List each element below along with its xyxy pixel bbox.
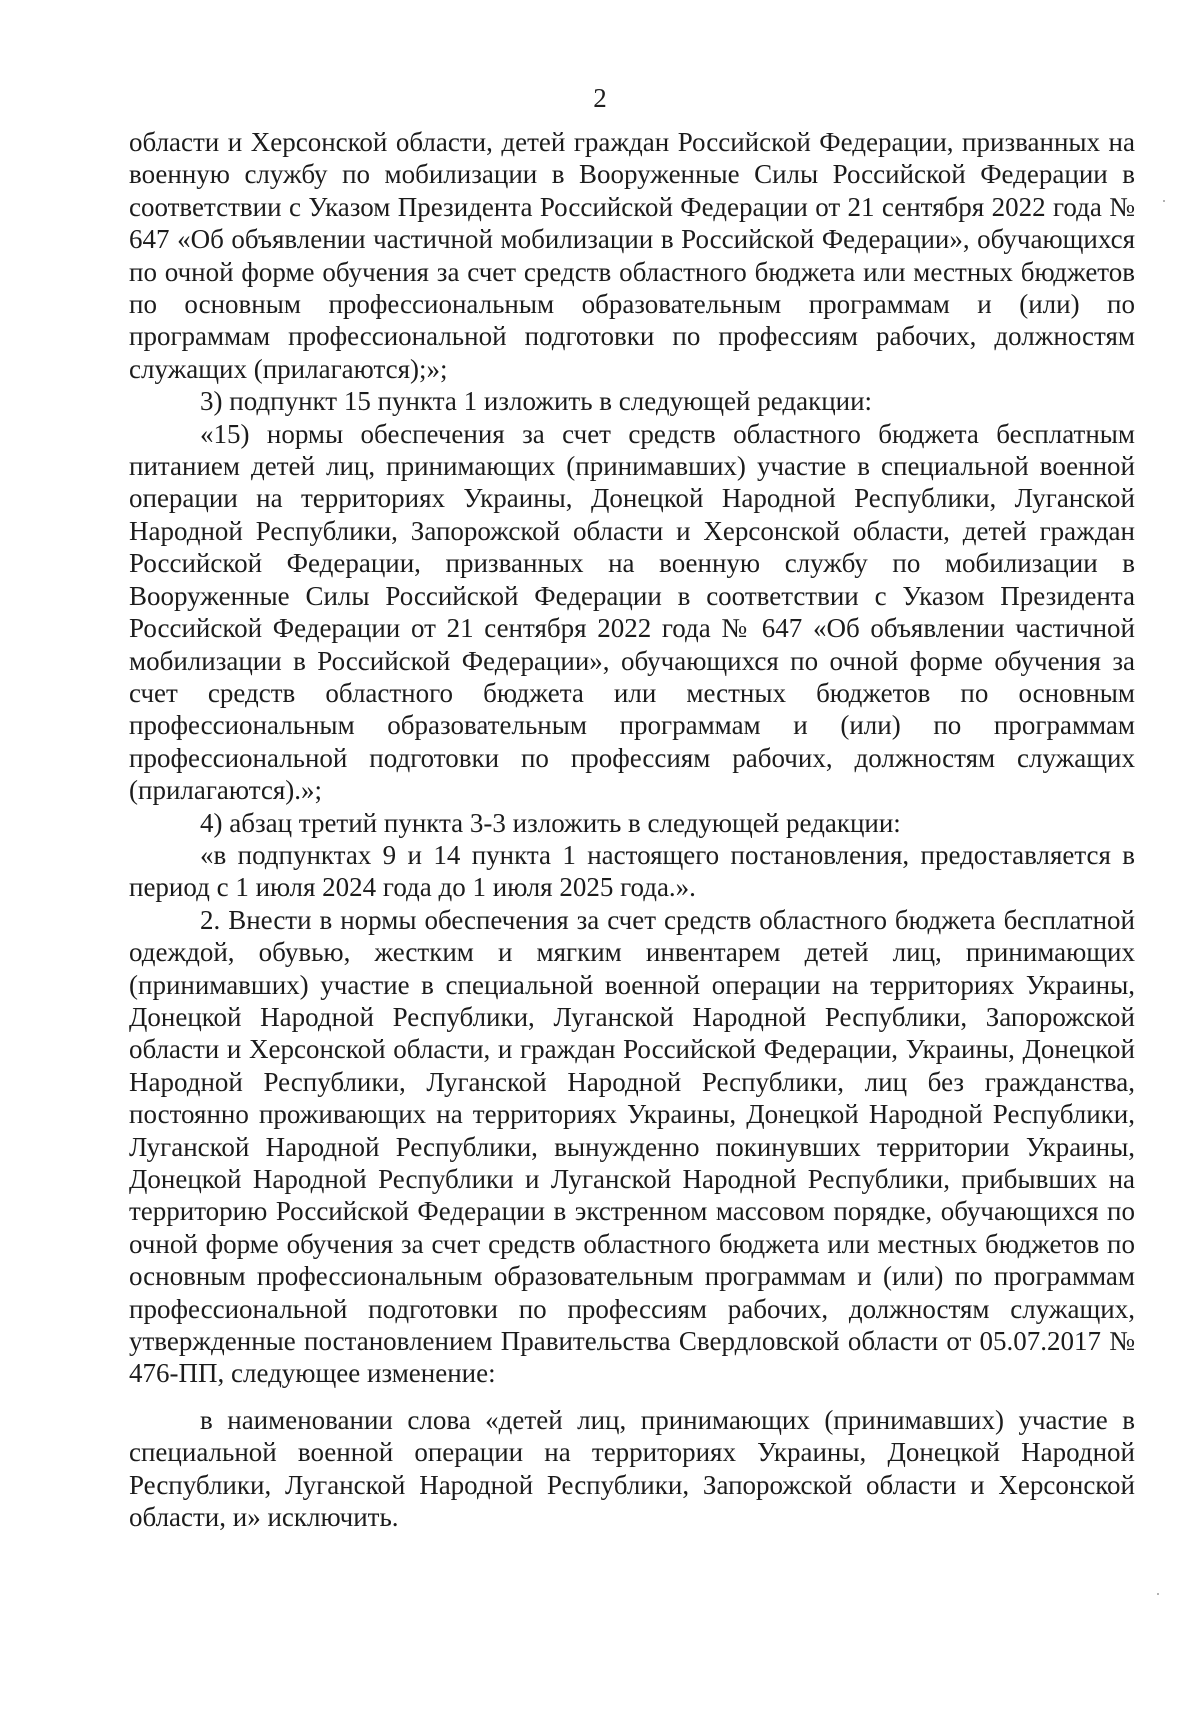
scan-speck xyxy=(1157,1593,1159,1595)
paragraph-section-2: 2. Внести в нормы обеспечения за счет средств областного бюджета бесплатной одеждой, обувью, жестким и мягким инвентарем детей лиц, принимающих (принимавших) участие в специальной военной операции на территориях Украины, Донецкой Народной Республики, Луганской Народной Республики, Запорожской области и Херсонской области, и граждан Российской Федерации, Украины, Донецкой Народной Республики, Луганской Народной Республики, лиц без гражданства, постоянно проживающих на территориях Украины, Донецкой Народной Республики, Луганской Народной Республики, вынужденно покинувших территории Украины, Донецкой Народной Республики и Луганской Народной Республики, прибывших на территорию Российской Федерации в экстренном массовом порядке, обучающихся по очной форме обучения за счет средств областного бюджета или местных бюджетов по основным профессиональным образовательным программам и (или) по программам профессиональной подготовки по профессиям рабочих, должностям служащих, утвержденные постановлением Правительства Свердловской области от 05.07.2017 № 476-ПП, следующее изменение: xyxy=(129,904,1135,1389)
paragraph-change-text: в наименовании слова «детей лиц, принимающих (принимавших) участие в специальной военной операции на территориях Украины, Донецкой Народной Республики, Луганской Народной Республики, Запорожской области и Херсонской области, и» исключить. xyxy=(129,1404,1135,1533)
document-body xyxy=(129,126,1135,1533)
scan-speck xyxy=(1163,200,1165,202)
paragraph-item-4: 4) абзац третий пункта 3-3 изложить в следующей редакции: xyxy=(200,807,901,838)
paragraph-item-4-text: «в подпунктах 9 и 14 пункта 1 настоящего постановления, предоставляется в период с 1 июля 2024 года до 1 июля 2025 года.». xyxy=(129,839,1135,903)
paragraph-item-3: 3) подпункт 15 пункта 1 изложить в следующей редакции: xyxy=(200,386,873,417)
paragraph-continuation: области и Херсонской области, детей граждан Российской Федерации, призванных на военную службу по мобилизации в Вооруженные Силы Российской Федерации в соответствии с Указом Президента Российской Федерации от 21 сентября 2022 года № 647 «Об объявлении частичной мобилизации в Российской Федерации», обучающихся по очной форме обучения за счет средств областного бюджета или местных бюджетов по основным профессиональным образовательным программам и (или) по программам профессиональной подготовки по профессиям рабочих, должностям служащих (прилагаются);»; xyxy=(129,127,1135,384)
page-number: 2 xyxy=(593,83,607,113)
paragraph-subitem-15: «15) нормы обеспечения за счет средств областного бюджета бесплатным питанием детей лиц, принимающих (принимавших) участие в специальной военной операции на территориях Украины, Донецкой Народной Республики, Луганской Народной Республики, Запорожской области и Херсонской области, детей граждан Российской Федерации, призванных на военную службу по мобилизации в Вооруженные Силы Российской Федерации в соответствии с Указом Президента Российской Федерации от 21 сентября 2022 года № 647 «Об объявлении частичной мобилизации в Российской Федерации», обучающихся по очной форме обучения за счет средств областного бюджета или местных бюджетов по основным профессиональным образовательным программам и (или) по программам профессиональной подготовки по профессиям рабочих, должностям служащих (прилагаются).»; xyxy=(129,418,1135,806)
